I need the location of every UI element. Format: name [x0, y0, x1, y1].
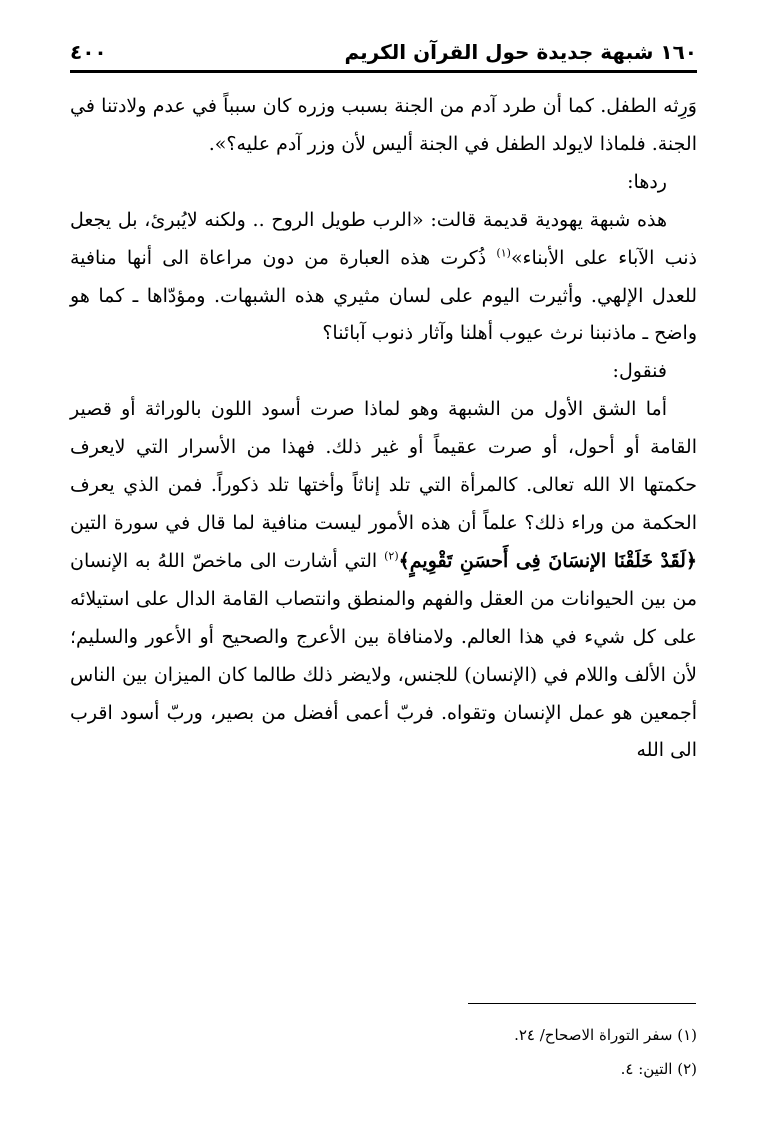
- footnote-ref-1: (١): [496, 246, 511, 260]
- footnotes: [70, 1018, 697, 1086]
- page-number: ٤٠٠: [70, 40, 107, 64]
- reply-heading: ردها:: [627, 170, 667, 193]
- footnote-divider: [468, 1003, 696, 1004]
- paragraph-jewish-claim: هذه شبهة يهودية قديمة قالت: «الرب طويل الروح .. ولكنه لايُبرئ، بل يجعل ذنب الآباء على الأبناء»$^{(١)}$ ذُكرت هذه العبارة من دون مراعاة الى أنها منافية للعدل الإلهي. وأثيرت اليوم على لسان مثيري هذه الشبهات. ومؤدّاها ـ كما هو واضح ـ ماذنبنا نرث عيوب أهلنا وآثار ذنوب آبائنا؟: [70, 208, 697, 345]
- we-say-heading: فنقول:: [612, 360, 667, 383]
- page-header: [70, 30, 697, 64]
- quran-verse: ﴿لَقَدْ خَلَقْنَا الإنسَانَ فِى أَحسَنِ تَقْوِيمٍ﴾: [398, 549, 697, 572]
- paragraph-first-part: أما الشق الأول من الشبهة وهو لماذا صرت أسود اللون بالوراثة أو قصير القامة أو أحول، أو صرت عقيماً أو غير ذلك. فهذا من الأسرار التي لايعرف حكمتها الا الله تعالى. كالمرأة التي تلد إناثاً وأختها تلد ذكوراً. فمن الذي يعرف الحكمة من وراء ذلك؟ علماً أن هذه الأمور ليست منافية لما قال في سورة التين ﴿لَقَدْ خَلَقْنَا الإنسَانَ فِى أَحسَنِ تَقْوِيمٍ﴾$^{(٢)}$ التي أشارت الى ماخصّ اللهُ به الإنسان من بين الحيوانات من العقل والفهم والمنطق وانتصاب القامة الدال على استيلائه على كل شيء في هذا العالم. ولامنافاة بين الأعرج والصحيح أو الأعور والسليم؛ لأن الألف واللام في (الإنسان) للجنس، ولايضر ذلك طالما كان الميزان بين الناس أجمعين هو عمل الإنسان وتقواه. فربّ أعمى أفضل من بصير، وربّ أسود اقرب الى الله: [70, 398, 697, 762]
- running-title: ١٦٠ شبهة جديدة حول القرآن الكريم: [344, 40, 697, 64]
- footnote-2: (٢) التين: ٤.: [620, 1060, 697, 1078]
- footnote-1: (١) سفر التوراة الاصحاح/ ٢٤.: [514, 1026, 697, 1044]
- header-divider: [70, 70, 697, 73]
- body-text: [70, 88, 697, 770]
- footnote-ref-2: (٢): [384, 549, 399, 563]
- paragraph-continuation: وَرِثه الطفل. كما أن طرد آدم من الجنة بسبب وزره كان سبباً في عدم ولادتنا في الجنة. فلماذا لايولد الطفل في الجنة أليس لأن وزر آدم عليه؟».: [70, 95, 697, 155]
